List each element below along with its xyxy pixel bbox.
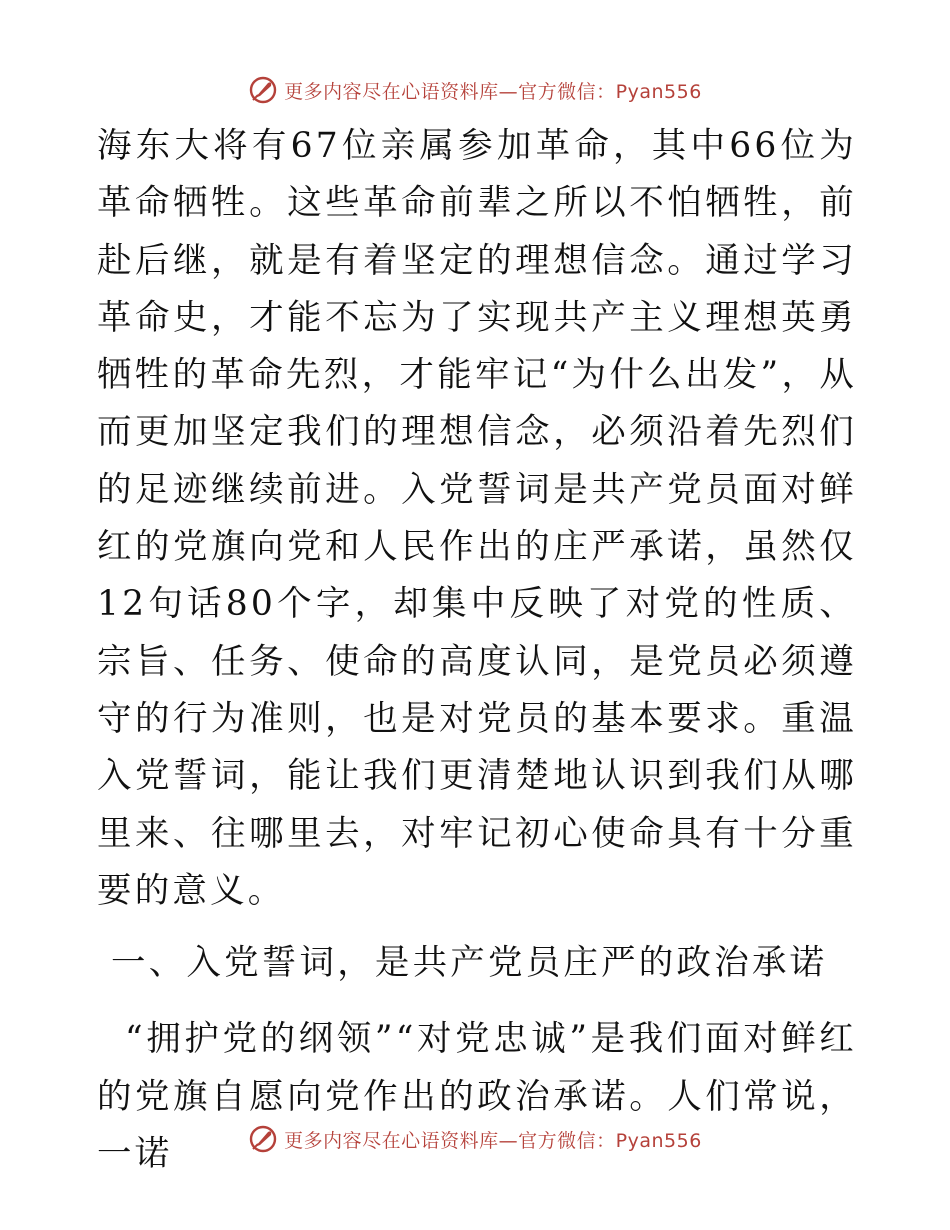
feather-logo-icon [248,1124,278,1154]
document-body [97,118,857,1183]
section-heading: 一、入党誓词，是共产党员庄严的政治承诺 [111,943,828,984]
footer-banner-text: 更多内容尽在心语资料库—官方微信：Pyan556 [284,1129,702,1152]
header-banner [0,72,950,108]
body-paragraph: “拥护党的纲领”“对党忠诚”是我们面对鲜红的党旗自愿向党作出的政治承诺。人们常说，一诺 [97,1019,857,1175]
header-banner-text: 更多内容尽在心语资料库—官方微信：Pyan556 [284,80,702,103]
body-paragraph: 海东大将有67位亲属参加革命，其中66位为革命牺牲。这些革命前辈之所以不怕牺牲，前赴后继，就是有着坚定的理想信念。通过学习革命史，才能不忘为了实现共产主义理想英勇牺牲的革命先烈，才能牢记“为什么出发”，从而更加坚定我们的理想信念，必须沿着先烈们的足迹继续前进。入党誓词是共产党员面对鲜红的党旗向党和人民作出的庄严承诺，虽然仅12句话80个字，却集中反映了对党的性质、宗旨、任务、使命的高度认同，是党员必须遵守的行为准则，也是对党员的基本要求。重温入党誓词，能让我们更清楚地认识到我们从哪里来、往哪里去，对牢记初心使命具有十分重要的意义。 [97,126,857,911]
feather-logo-icon [248,75,278,105]
footer-banner [0,1121,950,1157]
